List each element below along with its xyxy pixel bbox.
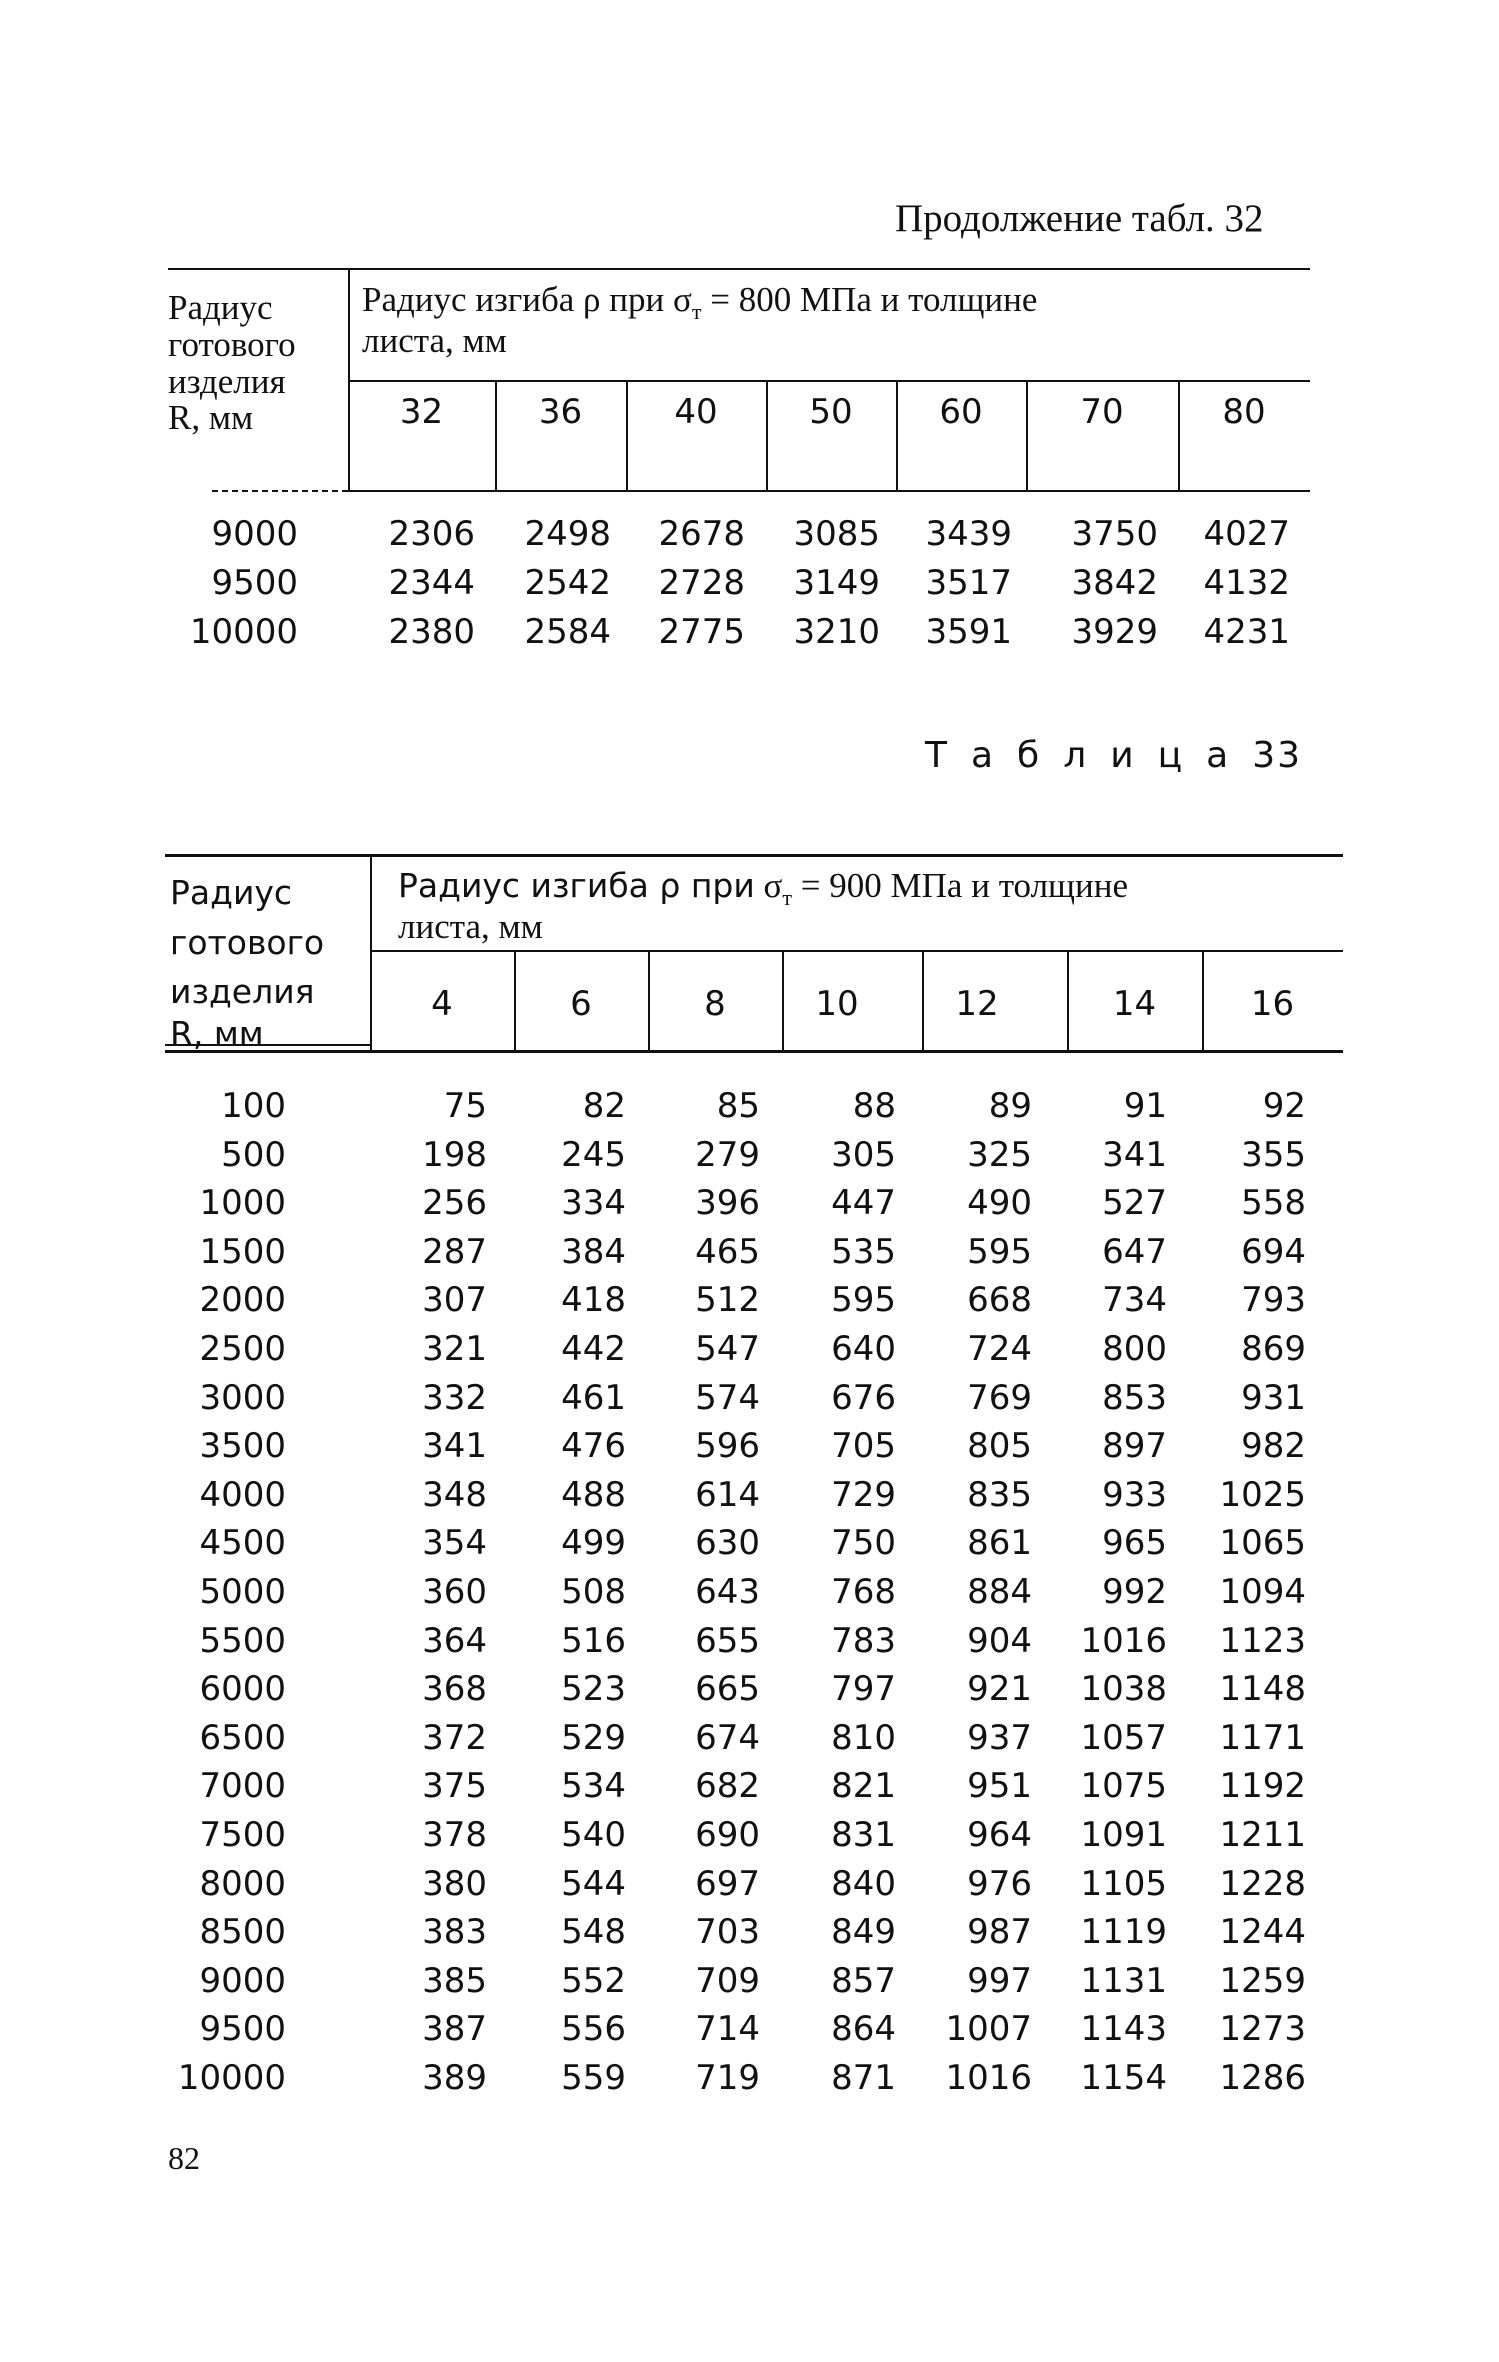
- table-cell: 387: [422, 2009, 487, 2050]
- row-radius-cell: 100: [221, 1086, 286, 1126]
- table-cell: 85: [716, 1086, 760, 1126]
- table-cell: 1065: [1219, 1523, 1306, 1564]
- table-cell: 992: [1102, 1572, 1167, 1612]
- row-header-line: готового: [170, 922, 325, 962]
- table-cell: 91: [1123, 1086, 1167, 1126]
- table-cell: 527: [1102, 1183, 1167, 1224]
- table32-header-rule: [348, 490, 1310, 492]
- row-radius-cell: 9000: [199, 1960, 286, 2001]
- table-row: [0, 1815, 1499, 1863]
- row-radius-cell: 9000: [211, 514, 298, 554]
- table-cell: 1286: [1219, 2058, 1306, 2098]
- table32-col-header: 50: [809, 392, 853, 432]
- table-cell: 4231: [1203, 612, 1290, 652]
- table-cell: 1016: [945, 2058, 1032, 2098]
- table-cell: 2584: [524, 612, 611, 652]
- table-row: [0, 1718, 1499, 1766]
- table-cell: 389: [422, 2058, 487, 2098]
- group-header-text: Радиус изгиба ρ при: [398, 866, 755, 905]
- table-cell: 937: [967, 1717, 1032, 1758]
- table-cell: 840: [831, 1863, 896, 1904]
- table-cell: 82: [582, 1086, 626, 1126]
- table-cell: 595: [831, 1280, 896, 1321]
- row-radius-cell: 10000: [177, 2058, 286, 2098]
- table-cell: 709: [695, 1960, 760, 2001]
- table-cell: 89: [988, 1086, 1032, 1126]
- table-cell: 853: [1102, 1377, 1167, 1418]
- table-cell: 1123: [1219, 1620, 1306, 1661]
- table-cell: 529: [561, 1717, 626, 1758]
- table-row: [0, 514, 1499, 562]
- table-cell: 690: [695, 1815, 760, 1855]
- table-cell: 4027: [1203, 514, 1290, 554]
- table-cell: 1148: [1219, 1669, 1306, 1710]
- table-cell: 682: [695, 1766, 760, 1807]
- table-row: [0, 1961, 1499, 2009]
- table-cell: 383: [422, 1912, 487, 1953]
- table-row: [0, 1766, 1499, 1814]
- table-cell: 3149: [793, 563, 880, 603]
- table-row: [0, 2009, 1499, 2057]
- row-radius-cell: 1500: [199, 1231, 286, 1272]
- table-row: [0, 1621, 1499, 1669]
- table32-stub-divider: [348, 268, 350, 490]
- table-cell: 951: [967, 1766, 1032, 1807]
- table-cell: 372: [422, 1717, 487, 1758]
- group-header-sigma: σ: [763, 866, 783, 905]
- table-row: [0, 1669, 1499, 1717]
- table-cell: 674: [695, 1717, 760, 1758]
- table-cell: 630: [695, 1523, 760, 1564]
- table-row: [0, 1426, 1499, 1474]
- row-header-line: R, мм: [168, 398, 254, 438]
- row-radius-cell: 500: [221, 1134, 286, 1175]
- table-cell: 559: [561, 2058, 626, 2098]
- table-cell: 490: [967, 1183, 1032, 1224]
- table-cell: 540: [561, 1815, 626, 1855]
- table-cell: 964: [967, 1815, 1032, 1855]
- table-cell: 810: [831, 1717, 896, 1758]
- table33-col-header: 16: [1250, 984, 1295, 1024]
- table-cell: 512: [695, 1280, 760, 1321]
- row-header-line: изделия: [170, 972, 315, 1011]
- table33-group-header: [398, 868, 1128, 946]
- table-cell: 3929: [1071, 612, 1158, 652]
- table-cell: 783: [831, 1620, 896, 1661]
- table-cell: 703: [695, 1912, 760, 1953]
- table33-title-word: Таблица: [925, 735, 1253, 776]
- table-cell: 864: [831, 2009, 896, 2050]
- table-cell: 1273: [1219, 2009, 1306, 2050]
- row-radius-cell: 3000: [199, 1377, 286, 1418]
- row-radius-cell: 10000: [189, 612, 298, 652]
- table33-title: [925, 735, 1302, 776]
- table-cell: 857: [831, 1960, 896, 2001]
- table-cell: 1143: [1080, 2009, 1167, 2050]
- table-cell: 976: [967, 1863, 1032, 1904]
- table-cell: 348: [422, 1474, 487, 1515]
- table-cell: 1105: [1080, 1863, 1167, 1904]
- table-cell: 982: [1241, 1426, 1306, 1467]
- table-cell: 769: [967, 1377, 1032, 1418]
- table-cell: 552: [561, 1960, 626, 2001]
- row-radius-cell: 5500: [199, 1620, 286, 1661]
- table-cell: 2306: [388, 514, 475, 554]
- table-cell: 1131: [1080, 1960, 1167, 2001]
- table-cell: 1007: [945, 2009, 1032, 2050]
- table-cell: 2678: [658, 514, 745, 554]
- table-row: [0, 1183, 1499, 1231]
- table-cell: 694: [1241, 1231, 1306, 1272]
- table-cell: 332: [422, 1377, 487, 1418]
- table-cell: 88: [852, 1086, 896, 1126]
- table-cell: 2498: [524, 514, 611, 554]
- table-cell: 647: [1102, 1231, 1167, 1272]
- row-radius-cell: 4000: [199, 1474, 286, 1515]
- table-cell: 719: [695, 2058, 760, 2098]
- table-cell: 198: [422, 1134, 487, 1175]
- group-header-subscript: т: [691, 299, 702, 324]
- table-cell: 1075: [1080, 1766, 1167, 1807]
- table-cell: 4132: [1203, 563, 1290, 603]
- table-cell: 380: [422, 1863, 487, 1904]
- table-cell: 442: [561, 1329, 626, 1369]
- table-cell: 2728: [658, 563, 745, 603]
- table33-row-header: [170, 868, 325, 1053]
- table-row: [0, 612, 1499, 660]
- table-cell: 595: [967, 1231, 1032, 1272]
- table-cell: 1091: [1080, 1815, 1167, 1855]
- table-cell: 768: [831, 1572, 896, 1612]
- table32-col-header: 36: [538, 392, 583, 432]
- table-cell: 354: [422, 1523, 487, 1564]
- table-cell: 535: [831, 1231, 896, 1272]
- table-cell: 2542: [524, 563, 611, 603]
- table32-header-rule-dashed: [212, 490, 348, 492]
- table-cell: 287: [422, 1231, 487, 1272]
- table-cell: 360: [422, 1572, 487, 1612]
- table33-col-header: 4: [431, 984, 453, 1024]
- table-cell: 987: [967, 1912, 1032, 1953]
- table-cell: 3517: [925, 563, 1012, 603]
- row-radius-cell: 8500: [199, 1912, 286, 1953]
- row-radius-cell: 5000: [199, 1572, 286, 1612]
- row-header-line: Радиус: [168, 288, 273, 327]
- table-cell: 516: [561, 1620, 626, 1661]
- table-cell: 3750: [1071, 514, 1158, 554]
- table33-col-header: 6: [570, 984, 592, 1024]
- row-radius-cell: 9500: [199, 2009, 286, 2050]
- table-cell: 861: [967, 1523, 1032, 1564]
- table-cell: 3591: [925, 612, 1012, 652]
- table-cell: 1119: [1080, 1912, 1167, 1953]
- table-cell: 596: [695, 1426, 760, 1467]
- row-radius-cell: 7500: [199, 1815, 286, 1855]
- row-radius-cell: 7000: [199, 1766, 286, 1807]
- table-row: [0, 1475, 1499, 1523]
- table-cell: 396: [695, 1183, 760, 1224]
- table-cell: 548: [561, 1912, 626, 1953]
- table-cell: 3085: [793, 514, 880, 554]
- table-cell: 307: [422, 1280, 487, 1321]
- table-cell: 921: [967, 1669, 1032, 1710]
- table33-col-header: 8: [704, 984, 726, 1024]
- table-cell: 523: [561, 1669, 626, 1710]
- table-cell: 1211: [1219, 1815, 1306, 1855]
- table32-col-header: 60: [939, 392, 983, 432]
- table-cell: 705: [831, 1426, 896, 1467]
- table-cell: 447: [831, 1183, 896, 1224]
- table-cell: 92: [1262, 1086, 1306, 1126]
- row-radius-cell: 6500: [199, 1717, 286, 1758]
- table-cell: 364: [422, 1620, 487, 1661]
- table32-subheader-rule: [348, 380, 1310, 382]
- table-cell: 835: [967, 1474, 1032, 1515]
- table-cell: 1025: [1219, 1474, 1306, 1515]
- table-cell: 1171: [1219, 1717, 1306, 1758]
- table-cell: 676: [831, 1377, 896, 1418]
- table-cell: 697: [695, 1863, 760, 1904]
- table-cell: 1038: [1080, 1669, 1167, 1710]
- row-radius-cell: 3500: [199, 1426, 286, 1467]
- table-cell: 558: [1241, 1183, 1306, 1224]
- table-cell: 476: [561, 1426, 626, 1467]
- table-cell: 1259: [1219, 1960, 1306, 2001]
- table-cell: 714: [695, 2009, 760, 2050]
- table-cell: 2775: [658, 612, 745, 652]
- table-cell: 2344: [388, 563, 475, 603]
- table-cell: 488: [561, 1474, 626, 1515]
- table-cell: 797: [831, 1669, 896, 1710]
- table-cell: 640: [831, 1329, 896, 1369]
- row-radius-cell: 1000: [199, 1183, 286, 1224]
- table-cell: 385: [422, 1960, 487, 2001]
- table-cell: 556: [561, 2009, 626, 2050]
- row-header-line: Радиус: [170, 873, 293, 912]
- table-cell: 904: [967, 1620, 1032, 1661]
- table-cell: 965: [1102, 1523, 1167, 1564]
- table-cell: 869: [1241, 1329, 1306, 1369]
- page-number: 82: [168, 2140, 200, 2176]
- table-cell: 724: [967, 1329, 1032, 1369]
- table-cell: 75: [443, 1086, 487, 1126]
- group-header-subscript: т: [782, 885, 793, 910]
- table-cell: 933: [1102, 1474, 1167, 1515]
- group-header-text: = 800 МПа и толщине: [701, 280, 1038, 319]
- table32-col-header: 80: [1222, 392, 1266, 432]
- table-cell: 997: [967, 1960, 1032, 2001]
- table-row: [0, 2058, 1499, 2106]
- table-cell: 256: [422, 1183, 487, 1224]
- group-header-text: Радиус изгиба ρ при σ: [362, 280, 692, 319]
- table-cell: 341: [1102, 1134, 1167, 1175]
- table-cell: 931: [1241, 1377, 1306, 1418]
- table-cell: 325: [967, 1134, 1032, 1175]
- group-header-text: листа, мм: [398, 907, 543, 947]
- table32-top-rule: [168, 268, 1310, 270]
- table32-col-header: 32: [399, 392, 444, 432]
- table-cell: 1192: [1219, 1766, 1306, 1807]
- table33-stub-underline: [165, 1044, 370, 1046]
- table-row: [0, 1329, 1499, 1377]
- table-cell: 805: [967, 1426, 1032, 1467]
- table33-col-header: 10: [815, 984, 859, 1024]
- table-cell: 355: [1241, 1134, 1306, 1175]
- table-cell: 368: [422, 1669, 487, 1710]
- table-cell: 655: [695, 1620, 760, 1661]
- row-radius-cell: 2500: [199, 1329, 286, 1369]
- table-row: [0, 1912, 1499, 1960]
- table-cell: 384: [561, 1231, 626, 1272]
- table-row: [0, 1864, 1499, 1912]
- table33-number: 33: [1252, 735, 1303, 776]
- group-header-text: = 900 МПа и толщине: [792, 866, 1128, 905]
- table-cell: 418: [561, 1280, 626, 1321]
- table-cell: 574: [695, 1377, 760, 1418]
- table-cell: 534: [561, 1766, 626, 1807]
- table-cell: 375: [422, 1766, 487, 1807]
- row-radius-cell: 6000: [199, 1669, 286, 1710]
- table-cell: 729: [831, 1474, 896, 1515]
- table33-header-rule: [165, 1050, 1343, 1053]
- table-row: [0, 1280, 1499, 1328]
- table-row: [0, 1523, 1499, 1571]
- table-row: [0, 1572, 1499, 1620]
- table-cell: 734: [1102, 1280, 1167, 1321]
- table33-col-header: 12: [955, 984, 999, 1024]
- table-cell: 341: [422, 1426, 487, 1467]
- table-cell: 321: [422, 1329, 487, 1369]
- table-cell: 668: [967, 1280, 1032, 1321]
- table-cell: 1016: [1080, 1620, 1167, 1661]
- table-cell: 750: [831, 1523, 896, 1564]
- table-cell: 1228: [1219, 1863, 1306, 1904]
- table-cell: 849: [831, 1912, 896, 1953]
- table-cell: 499: [561, 1523, 626, 1564]
- table-cell: 800: [1102, 1329, 1167, 1369]
- row-header-line: готового: [168, 324, 296, 364]
- table-cell: 643: [695, 1572, 760, 1612]
- table-cell: 378: [422, 1815, 487, 1855]
- table32-col-header: 40: [674, 392, 718, 432]
- table-cell: 1244: [1219, 1912, 1306, 1953]
- table-cell: 465: [695, 1231, 760, 1272]
- table-cell: 305: [831, 1134, 896, 1175]
- row-radius-cell: 4500: [199, 1523, 286, 1564]
- table-cell: 793: [1241, 1280, 1306, 1321]
- table-row: [0, 1086, 1499, 1134]
- table-cell: 821: [831, 1766, 896, 1807]
- table-row: [0, 1378, 1499, 1426]
- table-row: [0, 1135, 1499, 1183]
- row-radius-cell: 8000: [199, 1863, 286, 1904]
- table-cell: 3842: [1071, 563, 1158, 603]
- table-row: [0, 1232, 1499, 1280]
- row-header-line: R, мм: [170, 1013, 264, 1053]
- table-cell: 461: [561, 1377, 626, 1418]
- table-cell: 3210: [793, 612, 880, 652]
- table-cell: 871: [831, 2058, 896, 2098]
- table-cell: 279: [695, 1134, 760, 1175]
- table-cell: 1094: [1219, 1572, 1306, 1612]
- table-cell: 831: [831, 1815, 896, 1855]
- table-cell: 3439: [925, 514, 1012, 554]
- table-row: [0, 563, 1499, 611]
- table33-col-header: 14: [1112, 984, 1157, 1024]
- table-cell: 245: [561, 1134, 626, 1175]
- table32-continuation-title: Продолжение табл. 32: [895, 197, 1264, 240]
- row-radius-cell: 9500: [211, 563, 298, 603]
- table-cell: 897: [1102, 1426, 1167, 1467]
- table32-group-header: [362, 282, 1037, 360]
- table32-row-header: [168, 290, 296, 437]
- table-cell: 614: [695, 1474, 760, 1515]
- table-cell: 2380: [388, 612, 475, 652]
- group-header-text: листа, мм: [362, 321, 507, 361]
- table33-top-rule: [165, 854, 1343, 857]
- table-cell: 544: [561, 1863, 626, 1904]
- table-cell: 884: [967, 1572, 1032, 1612]
- table-cell: 665: [695, 1669, 760, 1710]
- table-cell: 334: [561, 1183, 626, 1224]
- table-cell: 547: [695, 1329, 760, 1369]
- table-cell: 508: [561, 1572, 626, 1612]
- row-radius-cell: 2000: [199, 1280, 286, 1321]
- table-cell: 1057: [1080, 1717, 1167, 1758]
- table-cell: 1154: [1080, 2058, 1167, 2098]
- table32-col-header: 70: [1080, 392, 1124, 432]
- row-header-line: изделия: [168, 361, 286, 401]
